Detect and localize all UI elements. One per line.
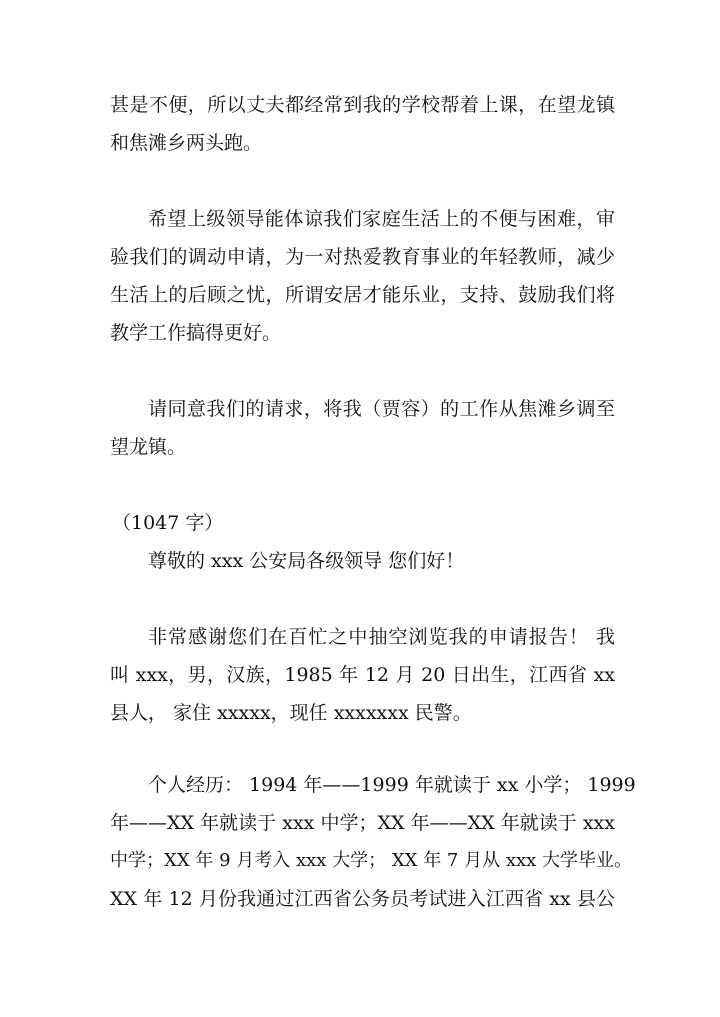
paragraph-line: 和焦滩乡两头跑。	[110, 132, 263, 154]
paragraph-line: 甚是不便，所以丈夫都经常到我的学校帮着上课，在望龙镇	[110, 94, 615, 116]
salutation: 尊敬的 xxx 公安局各级领导 您们好！	[148, 550, 465, 572]
paragraph-line: 叫 xxx，男，汉族，1985 年 12 月 20 日出生，江西省 xx	[110, 664, 615, 686]
paragraph-line: 个人经历： 1994 年——1999 年就读于 xx 小学； 1999	[148, 774, 636, 796]
paragraph-line: 年——XX 年就读于 xxx 中学；XX 年——XX 年就读于 xxx	[110, 812, 615, 834]
paragraph-line: 验我们的调动申请，为一对热爱教育事业的年轻教师，减少	[110, 246, 615, 268]
paragraph-line: 生活上的后顾之忧，所谓安居才能乐业，支持、鼓励我们将	[110, 284, 615, 306]
paragraph-line: 非常感谢您们在百忙之中抽空浏览我的申请报告！ 我	[148, 626, 615, 648]
paragraph-line: 教学工作搞得更好。	[110, 322, 282, 344]
paragraph-line: 请同意我们的请求，将我（贾容）的工作从焦滩乡调至	[148, 398, 615, 420]
paragraph-line: XX 年 12 月份我通过江西省公务员考试进入江西省 xx 县公	[110, 888, 615, 910]
paragraph-line: 中学；XX 年 9 月考入 xxx 大学； XX 年 7 月从 xxx 大学毕业。	[110, 850, 633, 871]
paragraph-line: 县人， 家住 xxxxx，现任 xxxxxxx 民警。	[110, 702, 472, 724]
word-count: （1047 字）	[112, 512, 224, 534]
paragraph-line: 望龙镇。	[110, 436, 187, 458]
paragraph-line: 希望上级领导能体谅我们家庭生活上的不便与困难，审	[148, 208, 615, 230]
